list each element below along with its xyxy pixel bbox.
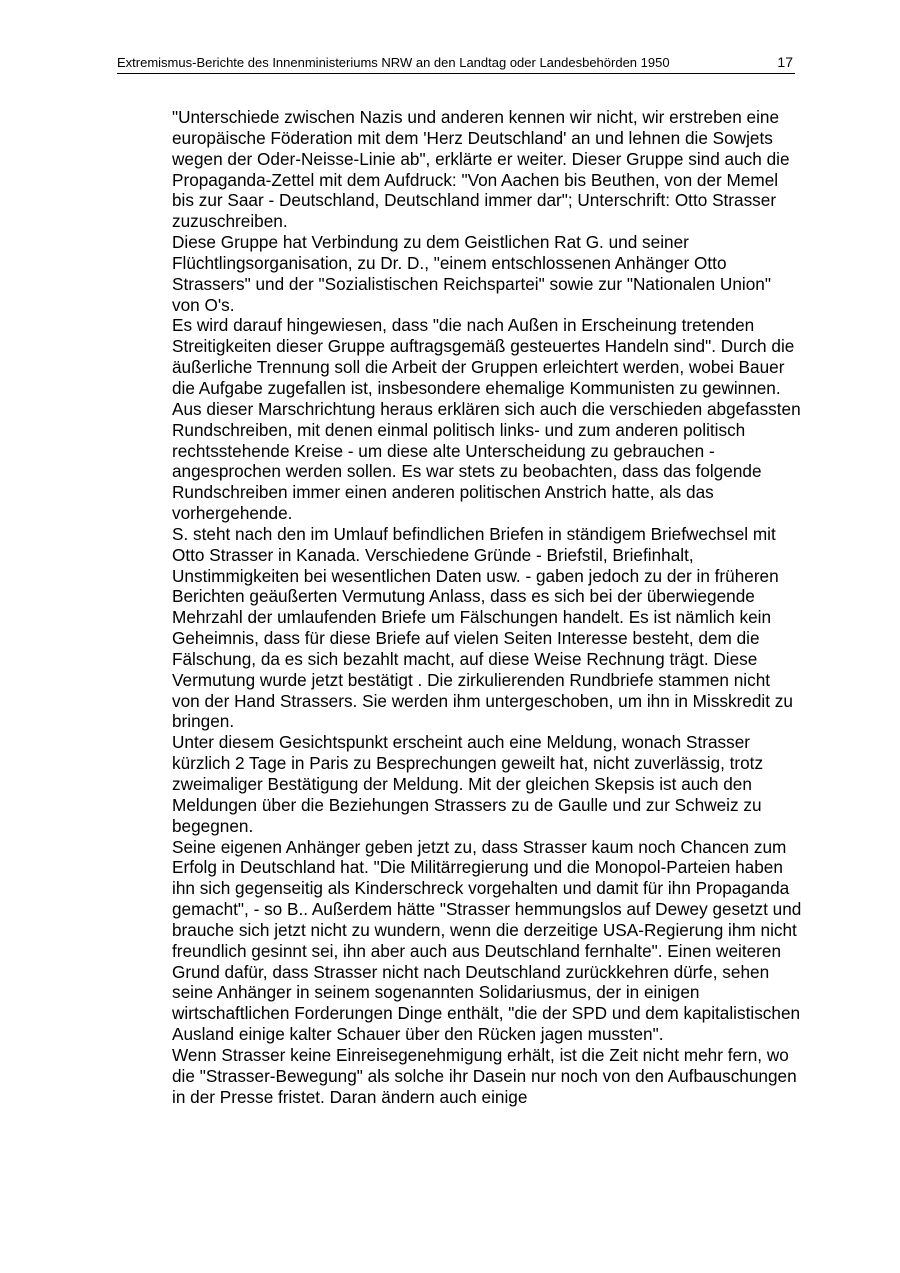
paragraph-4: S. steht nach den im Umlauf befindlichen Briefen in ständigem Briefwechsel mit Otto Strasser in Kanada. Verschiedene Gründe - Briefstil, Briefinhalt, Unstimmigkeiten bei wesentlichen Daten usw. - gaben jedoch zu der in früheren Berichten geäußerten Vermutung Anlass, dass es sich bei der überwiegende Mehrzahl der umlaufenden Briefe um Fälschungen handelt. Es ist nämlich kein Geheimnis, dass für diese Briefe auf vielen Seiten Interesse besteht, dem die Fälschung, da es sich bezahlt macht, auf diese Weise Rechnung trägt. Diese Vermutung wurde jetzt bestätigt . Die zirkulierenden Rundbriefe stammen nicht von der Hand Strassers. Sie werden ihm untergeschoben, um ihn in Misskredit zu bringen. [172, 523, 793, 732]
paragraph-5: Unter diesem Gesichtspunkt erscheint auch eine Meldung, wonach Strasser kürzlich 2 Tage in Paris zu Besprechungen geweilt hat, nicht zuverlässig, trotz zweimaliger Bestätigung der Meldung. Mit der gleichen Skepsis ist auch den Meldungen über die Beziehungen Strassers zu de Gaulle und zur Schweiz zu begegnen. [172, 732, 764, 836]
paragraph-7: Wenn Strasser keine Einreisegenehmigung erhält, ist die Zeit nicht mehr fern, wo die "Strasser-Bewegung" als solche ihr Dasein nur noch von den Aufbauschungen in der Presse fristet. Daran ändern auch einige [172, 1044, 797, 1107]
page-header [117, 53, 795, 74]
page-number: 17 [777, 54, 793, 70]
document-body [172, 107, 802, 1108]
paragraph-3: Es wird darauf hingewiesen, dass "die nach Außen in Erscheinung tretenden Streitigkeiten dieser Gruppe auftragsgemäß gesteuertes Handeln sind". Durch die äußerliche Trennung soll die Arbeit der Gruppen erleichtert werden, wobei Bauer die Aufgabe zugefallen ist, insbesondere ehemalige Kommunisten zu gewinnen. Aus dieser Marschrichtung heraus erklären sich auch die verschieden abgefassten Rundschreiben, mit denen einmal politisch links- und zum anderen politisch rechtsstehende Kreise - um diese alte Unterscheidung zu gebrauchen - angesprochen werden sollen. Es war stets zu beobachten, dass das folgende Rundschreiben immer einen anderen politischen Anstrich hatte, als das vorhergehende. [172, 315, 801, 524]
paragraph-6: Seine eigenen Anhänger geben jetzt zu, dass Strasser kaum noch Chancen zum Erfolg in Deutschland hat. "Die Militärregierung und die Monopol-Parteien haben ihn sich gegenseitig als Kinderschreck vorgehalten und damit für ihn Propaganda gemacht", - so B.. Außerdem hätte "Strasser hemmungslos auf Dewey gesetzt und brauche sich jetzt nicht zu wundern, wenn die derzeitige USA-Regierung ihm nicht freundlich gesinnt sei, ihn aber auch aus Deutschland fernhalte". Einen weiteren Grund dafür, dass Strasser nicht nach Deutschland zurückkehren dürfe, sehen seine Anhänger in seinem sogenannten Solidariusmus, der in einigen wirtschaftlichen Forderungen Dinge enthält, "die der SPD und dem kapitalistischen Ausland einige kalter Schauer über den Rücken jagen mussten". [172, 836, 802, 1045]
header-title: Extremismus-Berichte des Innenministeriums NRW an den Landtag oder Landesbehörden 1950 [117, 55, 670, 70]
paragraph-1: "Unterschiede zwischen Nazis und anderen kennen wir nicht, wir erstreben eine europäische Föderation mit dem 'Herz Deutschland' an und lehnen die Sowjets wegen der Oder-Neisse-Linie ab", erklärte er weiter. Dieser Gruppe sind auch die Propaganda-Zettel mit dem Aufdruck: "Von Aachen bis Beuthen, von der Memel bis zur Saar - Deutschland, Deutschland immer dar"; Unterschrift: Otto Strasser zuzuschreiben. [172, 107, 790, 232]
paragraph-2: Diese Gruppe hat Verbindung zu dem Geistlichen Rat G. und seiner Flüchtlingsorganisation, zu Dr. D., "einem entschlossenen Anhänger Otto Strassers" und der "Sozialistischen Reichspartei" sowie zur "Nationalen Union" von O's. [172, 232, 771, 315]
